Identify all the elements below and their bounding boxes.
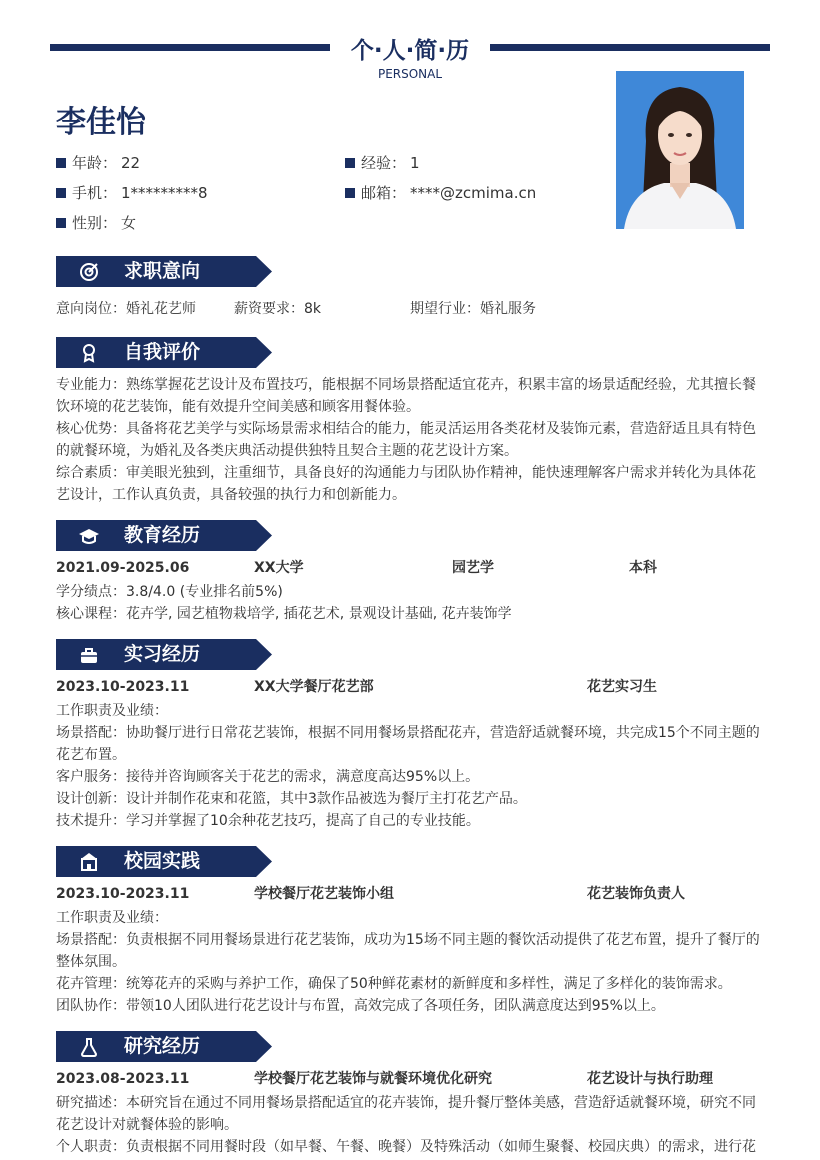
section-header-self-eval [56,337,272,368]
internship-line-5: 技术提升：学习并掌握了10余种花艺技巧，提高了自己的专业技能。 [56,813,480,829]
bullet-square [345,158,355,168]
research-period: 2023.08-2023.11 [56,1071,190,1087]
research-line-1: 研究描述：本研究旨在通过不同用餐场景搭配适宜的花卉装饰，提升餐厅整体美感，营造舒适就餐环境，研究不同花艺设计对就餐体验的影响。 [56,1095,756,1133]
document-subtitle: PERSONAL [377,67,443,81]
info-label: 经验： [361,154,407,172]
profile-photo [616,71,744,229]
graduation-cap-icon [78,525,100,547]
info-gender [56,212,136,234]
campus-role: 花艺装饰负责人 [587,886,685,902]
campus-period: 2023.10-2023.11 [56,886,190,902]
info-value: ****@zcmima.cn [410,184,537,202]
campus-row [56,883,766,905]
self-eval-paragraph-1: 专业能力：熟练掌握花艺设计及布置技巧，能根据不同场景搭配适宜花卉，积累丰富的场景适配经验，尤其擅长餐饮环境的花艺装饰，能有效提升空间美感和顾客用餐体验。 [56,377,756,415]
section-title: 校园实践 [124,850,201,872]
section-title: 求职意向 [124,260,201,282]
medal-icon [78,342,100,364]
intent-salary: 薪资要求：8k [234,301,322,317]
internship-line-1: 工作职责及业绩： [56,703,168,719]
info-email [345,182,536,204]
intent-industry: 期望行业：婚礼服务 [410,301,536,317]
portrait-illustration [616,71,744,229]
internship-role: 花艺实习生 [587,679,657,695]
section-header-internship [56,639,272,670]
bullet-square [345,188,355,198]
info-label: 性别： [72,214,118,232]
intent-position: 意向岗位：婚礼花艺师 [56,301,196,317]
flask-icon [78,1036,100,1058]
research-row [56,1068,766,1090]
bullet-square [56,158,66,168]
info-label: 年龄： [72,154,118,172]
internship-line-2: 场景搭配：协助餐厅进行日常花艺装饰，根据不同用餐场景搭配花卉，营造舒适就餐环境，共完成15个不同主题的花艺布置。 [56,725,760,763]
campus-line-2: 场景搭配：负责根据不同用餐场景进行花艺装饰，成功为15场不同主题的餐饮活动提供了花艺布置，提升了餐厅的整体氛围。 [56,932,760,970]
section-title: 研究经历 [124,1035,201,1057]
education-school: XX大学 [254,560,304,576]
info-phone [56,182,208,204]
section-header-intent [56,256,272,287]
education-courses: 核心课程：花卉学, 园艺植物栽培学, 插花艺术, 景观设计基础, 花卉装饰学 [56,606,512,622]
info-label: 手机： [72,184,118,202]
section-title: 实习经历 [124,643,201,665]
info-experience [345,152,420,174]
self-eval-paragraph-2: 核心优势：具备将花艺美学与实际场景需求相结合的能力，能灵活运用各类花材及装饰元素，营造舒适且具有特色的就餐环境，为婚礼及各类庆典活动提供独特且契合主题的花艺设计方案。 [56,421,756,459]
section-title: 教育经历 [124,524,201,546]
candidate-name: 李佳怡 [56,105,146,140]
info-value: 1 [410,154,420,172]
internship-row [56,676,766,698]
bullet-square [56,218,66,228]
self-eval-paragraph-3: 综合素质：审美眼光独到，注重细节，具备良好的沟通能力与团队协作精神，能快速理解客户需求并转化为具体花艺设计，工作认真负责，具备较强的执行力和创新能力。 [56,465,756,503]
document-title: 个·人·简·历 [350,38,470,64]
target-icon [78,261,100,283]
campus-line-1: 工作职责及业绩： [56,910,168,926]
education-gpa: 学分绩点：3.8/4.0 (专业排名前5%) [56,584,283,600]
section-header-campus [56,846,272,877]
section-header-education [56,520,272,551]
internship-org: XX大学餐厅花艺部 [254,679,374,695]
education-degree: 本科 [629,560,657,576]
internship-line-3: 客户服务：接待并咨询顾客关于花艺的需求，满意度高达95%以上。 [56,769,480,785]
bullet-square [56,188,66,198]
section-header-research [56,1031,272,1062]
campus-org: 学校餐厅花艺装饰小组 [254,886,394,902]
header-bar-left [50,44,330,51]
research-org: 学校餐厅花艺装饰与就餐环境优化研究 [254,1071,492,1087]
header-bar-right [490,44,770,51]
info-label: 邮箱： [361,184,407,202]
research-line-2: 个人职责：负责根据不同用餐时段（如早餐、午餐、晚餐）及特殊活动（如师生聚餐、校园庆典）的需求，进行花 [56,1139,756,1155]
education-major: 园艺学 [452,560,494,576]
campus-line-3: 花卉管理：统筹花卉的采购与养护工作，确保了50种鲜花素材的新鲜度和多样性，满足了多样化的装饰需求。 [56,976,732,992]
internship-line-4: 设计创新：设计并制作花束和花篮，其中3款作品被选为餐厅主打花艺产品。 [56,791,527,807]
education-period: 2021.09-2025.06 [56,560,190,576]
intent-row [56,298,766,320]
info-value: 1*********8 [121,184,208,202]
campus-line-4: 团队协作：带领10人团队进行花艺设计与布置，高效完成了各项任务，团队满意度达到95%以上。 [56,998,665,1014]
research-role: 花艺设计与执行助理 [587,1071,713,1087]
internship-period: 2023.10-2023.11 [56,679,190,695]
education-row [56,557,766,579]
building-icon [78,851,100,873]
info-age [56,152,140,174]
info-value: 女 [121,214,137,232]
briefcase-icon [78,644,100,666]
section-title: 自我评价 [124,341,201,363]
info-value: 22 [121,154,141,172]
